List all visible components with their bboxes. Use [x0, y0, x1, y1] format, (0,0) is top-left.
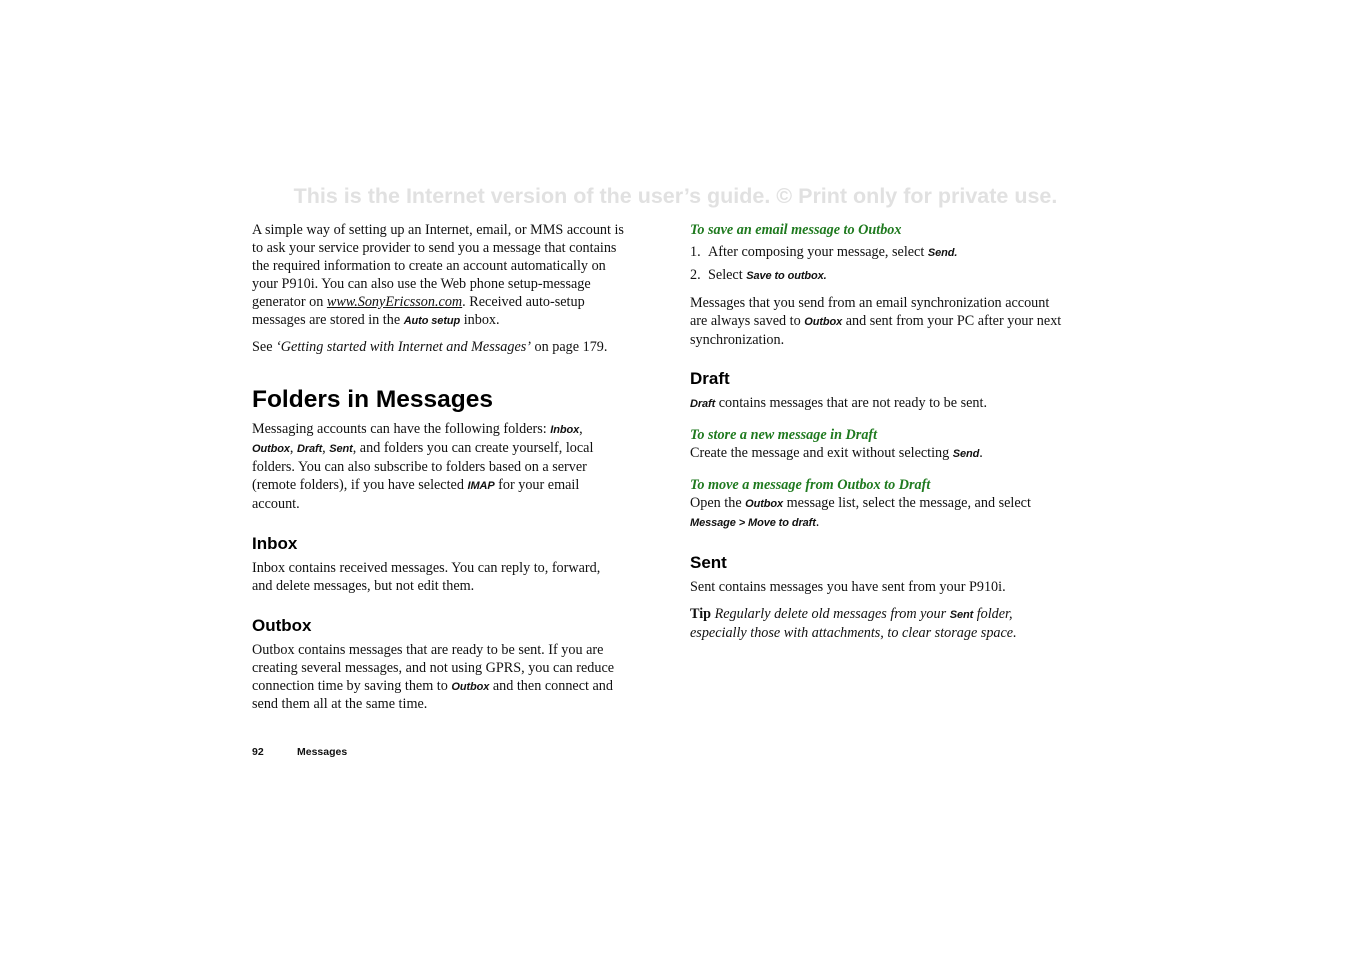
draft-paragraph — [690, 395, 1062, 414]
see-text: on page 179. — [531, 339, 608, 356]
section-title-folders: Folders in Messages — [252, 386, 494, 414]
ui-term-move-to-draft: Message > Move to draft — [690, 516, 816, 529]
store-text: . — [979, 445, 983, 462]
ui-term-send: Send — [952, 448, 980, 461]
ui-term-sent: Sent — [329, 443, 353, 456]
ui-term-outbox: Outbox — [745, 498, 784, 511]
ui-term-outbox: Outbox — [451, 680, 490, 693]
see-text: See — [252, 339, 277, 356]
folders-paragraph — [252, 421, 624, 514]
cross-reference[interactable]: ‘Getting started with Internet and Messages’ — [276, 339, 531, 356]
ui-term-auto-setup: Auto setup — [403, 314, 461, 327]
ui-term-send: Send. — [927, 246, 958, 259]
step-number: 1. — [690, 243, 701, 260]
intro-text: . Received auto-setup messages are stored in the — [252, 293, 585, 328]
procedure-title-move: To move a message from Outbox to Draft — [690, 477, 931, 494]
folders-text: , and folders you can create yourself, local folders. You can also subscribe to folders based on a server (remote folders), if you have selected — [252, 440, 594, 494]
inbox-paragraph: Inbox contains received messages. You can reply to, forward, and delete messages, but not edit them. — [252, 559, 601, 594]
folders-text: Messaging accounts can have the following folders: — [252, 421, 551, 438]
step-text: After composing your message, select — [708, 243, 928, 260]
ui-term-save-to-outbox: Save to outbox. — [746, 269, 827, 282]
sync-text: and sent from your PC after your next synchronization. — [690, 312, 1062, 348]
separator: , — [579, 421, 583, 438]
procedure-title-save: To save an email message to Outbox — [690, 222, 902, 238]
intro-paragraph — [252, 222, 624, 330]
heading-sent: Sent — [690, 552, 727, 572]
sent-paragraph: Sent contains messages you have sent from your P910i. — [690, 578, 1006, 595]
sync-text: Messages that you send from an email synchronization account are always saved to — [690, 294, 1050, 329]
sync-paragraph — [690, 295, 1062, 350]
intro-text: A simple way of setting up an Internet, email, or MMS account is to ask your service provider to send you a message that contains the required information to create an account automatically on your P910i. You can also use the Web phone setup-message generator on — [252, 222, 624, 310]
ui-term-outbox: Outbox — [804, 315, 843, 328]
watermark: This is the Internet version of the user’s guide. © Print only for private use. — [293, 184, 1058, 208]
ui-term-draft: Draft — [690, 398, 716, 411]
separator: , — [289, 440, 297, 457]
move-text: message list, select the message, and select — [783, 495, 1031, 512]
heading-draft: Draft — [690, 369, 730, 389]
heading-outbox: Outbox — [252, 615, 312, 635]
separator: , — [322, 440, 330, 457]
list-item — [690, 267, 1062, 286]
page-number: 92 — [252, 746, 264, 758]
tip-label: Tip — [690, 605, 712, 622]
store-text: Create the message and exit without selecting — [690, 445, 953, 462]
page-footer — [252, 746, 347, 758]
step-text: Select — [708, 266, 747, 283]
sonyericsson-link[interactable]: www.SonyEricsson.com — [326, 293, 463, 310]
move-paragraph — [690, 495, 1062, 533]
tip-text: folder, especially those with attachments, to clear storage space. — [690, 605, 1017, 641]
footer-section-name: Messages — [297, 746, 348, 758]
tip-paragraph — [690, 606, 1062, 643]
ui-term-draft: Draft — [297, 443, 323, 456]
draft-text: contains messages that are not ready to be sent. — [715, 395, 988, 412]
outbox-text: Outbox contains messages that are ready to be sent. If you are creating several messages, and not using GPRS, you can reduce connection time by saving them to — [252, 641, 615, 694]
move-text: . — [815, 513, 820, 530]
move-text: Open the — [690, 495, 746, 512]
save-steps-list — [690, 244, 1062, 286]
outbox-paragraph — [252, 642, 624, 715]
ui-term-sent: Sent — [949, 608, 974, 621]
folders-text: for your email account. — [252, 477, 580, 512]
tip-text: Regularly delete old messages from your — [711, 605, 950, 622]
ui-term-inbox: Inbox — [550, 424, 580, 437]
ui-term-imap: IMAP — [467, 480, 495, 493]
ui-term-outbox: Outbox — [252, 443, 290, 456]
outbox-text: and then connect and send them all at the same time. — [252, 677, 613, 713]
intro-text: inbox. — [460, 311, 500, 328]
procedure-title-store: To store a new message in Draft — [690, 427, 878, 444]
list-item — [690, 244, 1062, 263]
right-column — [690, 222, 1062, 643]
left-column — [252, 222, 624, 714]
step-number: 2. — [690, 266, 701, 283]
heading-inbox: Inbox — [252, 533, 298, 553]
store-paragraph — [690, 445, 1062, 464]
see-reference — [252, 339, 624, 357]
